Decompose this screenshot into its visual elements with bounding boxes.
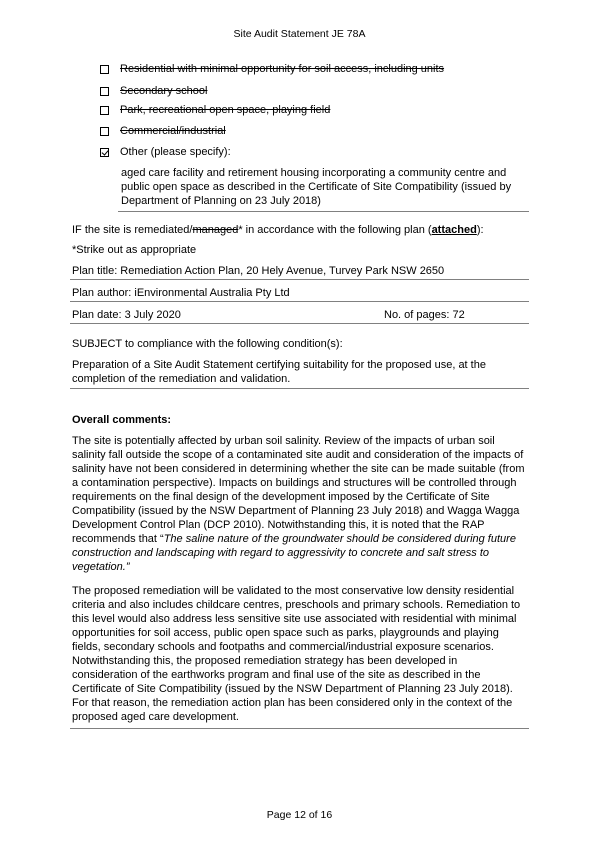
divider [70,388,529,389]
text-line: Notwithstanding this, the proposed remediation strategy has been developed in [72,655,458,667]
land-use-option [100,124,226,138]
text-line: proposed aged care development. [72,711,239,723]
page-header: Site Audit Statement JE 78A [233,28,366,40]
text-line: completion of the remediation and validation. [72,373,291,385]
checkbox-icon [100,65,109,74]
text-line: Certificate of Site Compatibility (issued by the NSW Department of Planning 23 July 2018). [72,683,513,695]
text-line: a contamination perspective). Impacts on buildings and structures will be controlled through [72,477,517,489]
divider [118,211,529,212]
strike-note: *Strike out as appropriate [72,244,197,256]
land-use-option [100,84,207,98]
divider [70,279,529,280]
plan-pages: No. of pages: 72 [384,309,465,321]
checkbox-icon [100,106,109,115]
overall-comments-heading: Overall comments: [72,414,172,426]
text-line: The proposed remediation will be validated to the most conservative low density residential [72,585,515,597]
text-line: salinity fall outside the scope of a contaminated site audit and consideration of the impacts of [72,449,524,461]
rap-quote: construction and landscaping with regard to aggressivity to concrete and salt stress to [72,547,490,559]
checked-checkbox-icon [100,148,109,157]
plan-intro-text: ): [476,224,484,236]
conditions-intro: SUBJECT to compliance with the following condition(s): [72,338,343,350]
plan-intro-text: IF the site is remediated/ [72,224,193,236]
text-line: Development Control Plan (DCP 2010). Notwithstanding this, it is noted that the RAP [72,519,485,531]
text-line: requirements on the final design of the development imposed by the Certificate of Site [72,491,490,503]
overall-comments-paragraph-1 [72,434,528,574]
text-line: criteria and also includes childcare centres, preschools and primary schools. Remediation to [72,599,521,611]
other-use-description [121,166,531,208]
text-line: opportunities for soil access, public open space such as parks, playgrounds and playing [72,627,499,639]
divider [70,728,529,729]
text-line: aged care facility and retirement housing incorporating a community centre and [121,167,507,179]
quote-lead: recommends that “ [72,533,164,545]
land-use-label: Commercial/industrial [120,125,226,137]
land-use-label: Residential with minimal opportunity for soil access, including units [120,63,445,75]
land-use-option [100,145,231,159]
plan-title: Plan title: Remediation Action Plan, 20 Hely Avenue, Turvey Park NSW 2650 [72,265,445,277]
text-line: Preparation of a Site Audit Statement certifying suitability for the proposed use, at the [72,359,486,371]
text-line: salinity have not been considered in determining whether the site can be made suitable (from [72,463,525,475]
divider [70,301,529,302]
conditions-text [72,358,528,386]
text-line: For that reason, the remediation action plan has been considered only in the context of the [72,697,513,709]
land-use-option [100,62,444,76]
text-line: fields, secondary schools and footpaths and commercial/industrial exposure scenarios. [72,641,494,653]
attached-label: attached [431,224,477,236]
overall-comments-paragraph-2 [72,584,528,724]
land-use-option [100,103,330,117]
checkbox-icon [100,127,109,136]
plan-date: Plan date: 3 July 2020 [72,309,181,321]
land-use-label: Other (please specify): [120,146,231,158]
divider [70,323,529,324]
rap-quote: The saline nature of the groundwater should be considered during future [163,533,516,545]
land-use-label: Park, recreational open space, playing field [120,104,331,116]
plan-intro-text: * in accordance with the following plan ( [238,224,432,236]
text-line: consideration of the earthworks program and final use of the site as described in the [72,669,481,681]
text-line: public open space as described in the Certificate of Site Compatibility (issued by [121,181,512,193]
plan-intro-struck-text: managed [192,224,239,236]
text-line: Department of Planning on 23 July 2018) [121,195,321,207]
text-line: Compatibility (issued by the NSW Department of Planning 23 July 2018) and Wagga Wagga [72,505,520,517]
plan-author: Plan author: iEnvironmental Australia Pty Ltd [72,287,290,299]
text-line: this level would also address less sensitive site use associated with residential with minimal [72,613,517,625]
land-use-label: Secondary school [120,85,208,97]
text-line: The site is potentially affected by urban soil salinity. Review of the impacts of urban soil [72,435,495,447]
text-line [72,532,528,546]
rap-quote: vegetation.” [72,561,130,573]
checkbox-icon [100,87,109,96]
plan-intro [72,223,528,237]
page-number: Page 12 of 16 [266,809,333,821]
